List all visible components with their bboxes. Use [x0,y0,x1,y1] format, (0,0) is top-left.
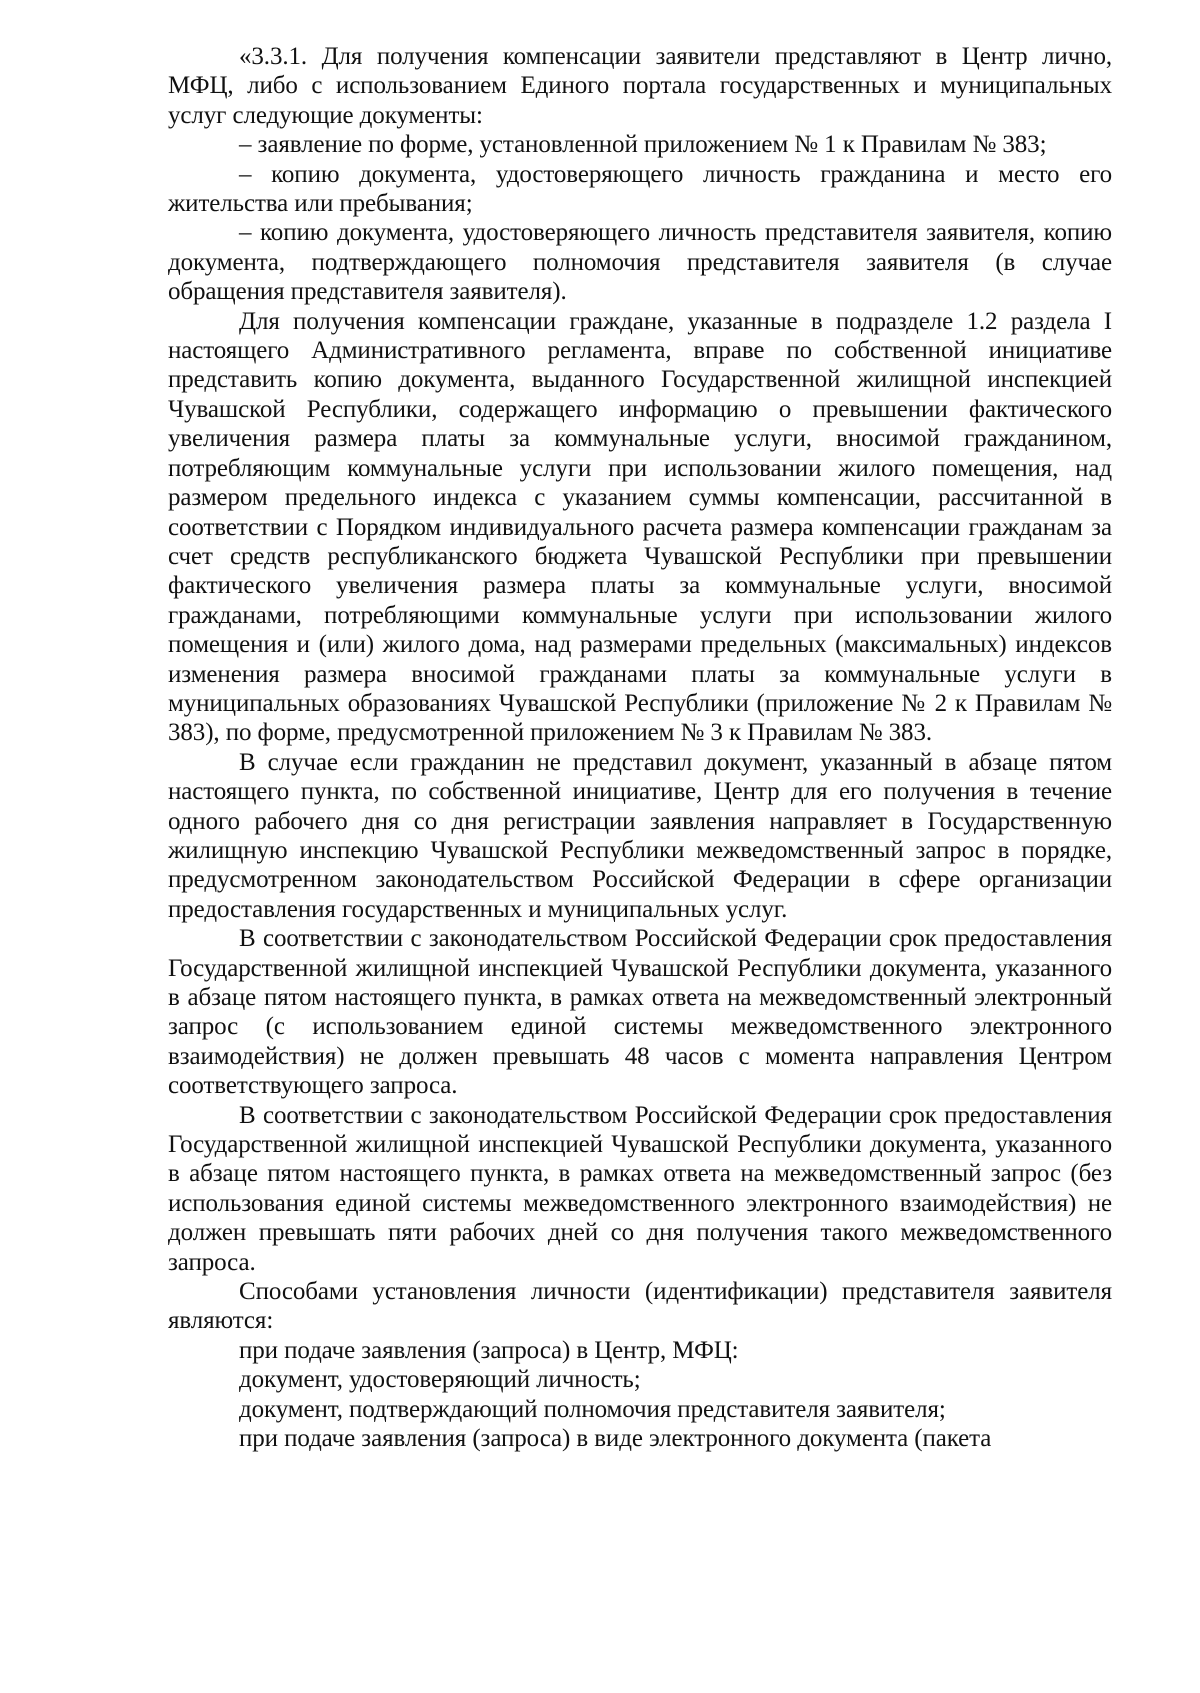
paragraph-identity-document: документ, удостоверяющий личность; [239,1366,641,1394]
document-page [168,42,1112,1454]
paragraph-3-3-1-intro: «3.3.1. Для получения компенсации заявители представляют в Центр лично, МФЦ, либо с использованием Единого портала государственных и муниципальных услуг следующие документы: [168,43,1112,129]
paragraph-compensation-document: Для получения компенсации граждане, указанные в подразделе 1.2 раздела I настоящего Административного регламента, вправе по собственной инициативе представить копию документа, выданного Государственной жилищной инспекцией Чувашской Республики, содержащего информацию о превышении фактического увеличения размера платы за коммунальные услуги, вносимой гражданином, потребляющим коммунальные услуги при использовании жилого помещения, над размером предельного индекса с указанием суммы компенсации, рассчитанной в соответствии с Порядком индивидуального расчета размера компенсации гражданам за счет средств республиканского бюджета Чувашской Республики при превышении фактического увеличения размера платы за коммунальные услуги, вносимой гражданами, потребляющими коммунальные услуги при использовании жилого помещения и (или) жилого дома, над размерами предельных (максимальных) индексов изменения размера вносимой гражданами платы за коммунальные услуги в муниципальных образованиях Чувашской Республики (приложение № 2 к Правилам № 383), по форме, предусмотренной приложением № 3 к Правилам № 383. [168,307,1112,747]
paragraph-interagency-request: В случае если гражданин не представил документ, указанный в абзаце пятом настоящего пункта, по собственной инициативе, Центр для его получения в течение одного рабочего дня со дня регистрации заявления направляет в Государственную жилищную инспекцию Чувашской Республики межведомственный запрос в порядке, предусмотренном законодательством Российской Федерации в сфере организации предоставления государственных и муниципальных услуг. [168,748,1112,923]
paragraph-electronic-request-term: В соответствии с законодательством Российской Федерации срок предоставления Государственной жилищной инспекцией Чувашской Республики документа, указанного в абзаце пятом настоящего пункта, в рамках ответа на межведомственный электронный запрос (с использованием единой системы межведомственного электронного взаимодействия) не должен превышать 48 часов с момента направления Центром соответствующего запроса. [168,925,1112,1100]
paragraph-identification-methods: Способами установления личности (идентификации) представителя заявителя являются: [168,1278,1112,1335]
paragraph-electronic-submission: при подаче заявления (запроса) в виде электронного документа (пакета [239,1425,992,1453]
list-item-representative-id-copy: – копию документа, удостоверяющего личность представителя заявителя, копию документа, подтверждающего полномочия представителя заявителя (в случае обращения представителя заявителя). [168,219,1112,306]
list-item-citizen-id-copy: – копию документа, удостоверяющего личность гражданина и место его жительства или пребывания; [168,160,1112,218]
list-item-application-form: – заявление по форме, установленной приложением № 1 к Правилам № 383; [239,131,1047,159]
paragraph-authority-document: документ, подтверждающий полномочия представителя заявителя; [239,1395,946,1423]
paragraph-paper-request-term: В соответствии с законодательством Российской Федерации срок предоставления Государственной жилищной инспекцией Чувашской Республики документа, указанного в абзаце пятом настоящего пункта, в рамках ответа на межведомственный запрос (без использования единой системы межведомственного электронного взаимодействия) не должен превышать пяти рабочих дней со дня получения такого межведомственного запроса. [168,1101,1112,1276]
paragraph-submission-in-person: при подаче заявления (запроса) в Центр, МФЦ: [239,1336,739,1364]
